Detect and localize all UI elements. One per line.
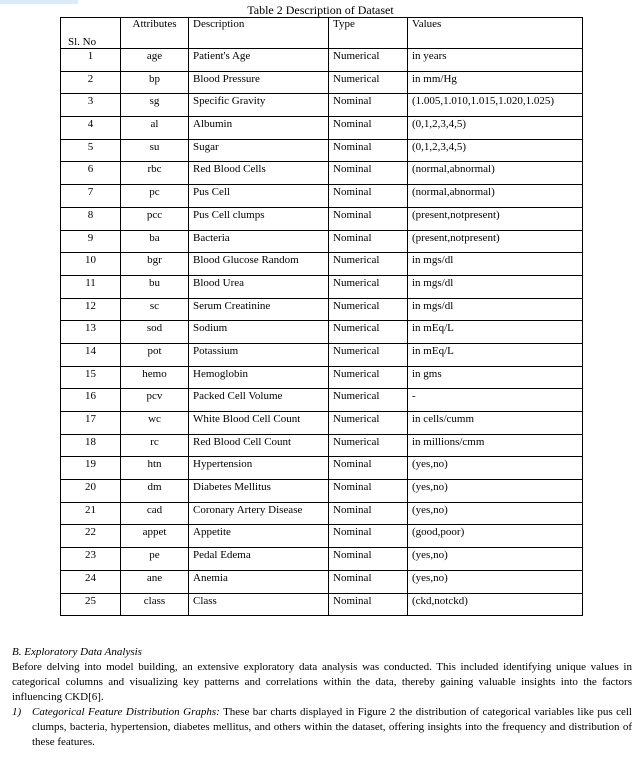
table-row: [61, 49, 583, 72]
cell-attribute: ba: [121, 230, 189, 253]
cell-sl-no: 17: [61, 412, 121, 435]
cell-sl-no: 4: [61, 117, 121, 140]
cell-sl-no: 9: [61, 230, 121, 253]
cell-attribute: cad: [121, 502, 189, 525]
table-row: [61, 548, 583, 571]
cell-description: Serum Creatinine: [189, 298, 329, 321]
cell-sl-no: 14: [61, 343, 121, 366]
cell-type: Numerical: [329, 343, 408, 366]
cell-type: Numerical: [329, 321, 408, 344]
cell-description: Diabetes Mellitus: [189, 480, 329, 503]
cell-attribute: hemo: [121, 366, 189, 389]
cell-attribute: sg: [121, 94, 189, 117]
cell-sl-no: 1: [61, 49, 121, 72]
cell-sl-no: 21: [61, 502, 121, 525]
section-heading: B. Exploratory Data Analysis: [12, 646, 142, 658]
cell-description: Red Blood Cells: [189, 162, 329, 185]
cell-type: Nominal: [329, 480, 408, 503]
cell-sl-no: 24: [61, 570, 121, 593]
cell-type: Numerical: [329, 434, 408, 457]
cell-sl-no: 18: [61, 434, 121, 457]
cell-sl-no: 7: [61, 185, 121, 208]
cell-sl-no: 22: [61, 525, 121, 548]
cell-attribute: rbc: [121, 162, 189, 185]
cell-type: Nominal: [329, 94, 408, 117]
header-type: Type: [329, 18, 408, 49]
cell-description: Class: [189, 593, 329, 616]
cell-attribute: class: [121, 593, 189, 616]
cell-values: in mEq/L: [408, 343, 583, 366]
cell-attribute: sod: [121, 321, 189, 344]
cell-sl-no: 8: [61, 207, 121, 230]
cell-attribute: pe: [121, 548, 189, 571]
cell-description: Anemia: [189, 570, 329, 593]
cell-attribute: bgr: [121, 253, 189, 276]
cell-sl-no: 19: [61, 457, 121, 480]
table-row: [61, 570, 583, 593]
cell-values: (0,1,2,3,4,5): [408, 117, 583, 140]
cell-values: (1.005,1.010,1.015,1.020,1.025): [408, 94, 583, 117]
list-item-text: These bar charts displayed in Figure 2 the distribution of categorical variables like pus cell clumps, bacteria, hypertension, diabetes mellitus, and others within the dataset, offering insights into the frequency and distribution of these features.: [32, 706, 632, 748]
cell-type: Nominal: [329, 139, 408, 162]
cell-description: Appetite: [189, 525, 329, 548]
table-row: [61, 230, 583, 253]
cell-type: Nominal: [329, 457, 408, 480]
cell-sl-no: 6: [61, 162, 121, 185]
cell-sl-no: 3: [61, 94, 121, 117]
cell-description: Blood Pressure: [189, 71, 329, 94]
cell-sl-no: 13: [61, 321, 121, 344]
cell-description: Bacteria: [189, 230, 329, 253]
cell-type: Nominal: [329, 162, 408, 185]
header-description: Description: [189, 18, 329, 49]
cell-description: Blood Glucose Random: [189, 253, 329, 276]
cell-values: in years: [408, 49, 583, 72]
cell-values: in mm/Hg: [408, 71, 583, 94]
cell-type: Numerical: [329, 412, 408, 435]
cell-type: Numerical: [329, 275, 408, 298]
cell-description: Albumin: [189, 117, 329, 140]
cell-description: Pus Cell clumps: [189, 207, 329, 230]
cell-type: Nominal: [329, 593, 408, 616]
cell-type: Nominal: [329, 230, 408, 253]
cell-type: Numerical: [329, 71, 408, 94]
cell-sl-no: 20: [61, 480, 121, 503]
cell-description: Potassium: [189, 343, 329, 366]
cell-type: Numerical: [329, 389, 408, 412]
cell-values: in mEq/L: [408, 321, 583, 344]
cell-sl-no: 12: [61, 298, 121, 321]
cell-values: in mgs/dl: [408, 275, 583, 298]
body-text: [12, 645, 632, 750]
table-row: [61, 71, 583, 94]
table-row: [61, 593, 583, 616]
cell-description: Pus Cell: [189, 185, 329, 208]
table-row: [61, 343, 583, 366]
cell-attribute: age: [121, 49, 189, 72]
cell-attribute: dm: [121, 480, 189, 503]
cell-type: Nominal: [329, 525, 408, 548]
cell-type: Nominal: [329, 117, 408, 140]
cell-sl-no: 15: [61, 366, 121, 389]
table-row: [61, 275, 583, 298]
cell-attribute: sc: [121, 298, 189, 321]
list-item-label: Categorical Feature Distribution Graphs:: [32, 706, 220, 718]
header-sl-no: Sl. No: [61, 18, 121, 49]
cell-type: Nominal: [329, 548, 408, 571]
cell-sl-no: 23: [61, 548, 121, 571]
cell-attribute: bp: [121, 71, 189, 94]
cell-description: White Blood Cell Count: [189, 412, 329, 435]
cell-type: Nominal: [329, 185, 408, 208]
cell-values: in mgs/dl: [408, 253, 583, 276]
table-row: [61, 480, 583, 503]
cell-type: Numerical: [329, 298, 408, 321]
cell-attribute: wc: [121, 412, 189, 435]
cell-attribute: pc: [121, 185, 189, 208]
cell-type: Nominal: [329, 207, 408, 230]
cell-values: (ckd,notckd): [408, 593, 583, 616]
cell-attribute: pot: [121, 343, 189, 366]
cell-values: (good,poor): [408, 525, 583, 548]
cell-attribute: pcv: [121, 389, 189, 412]
cell-values: in millions/cmm: [408, 434, 583, 457]
cell-values: (present,notpresent): [408, 230, 583, 253]
cell-sl-no: 11: [61, 275, 121, 298]
table-row: [61, 321, 583, 344]
cell-attribute: bu: [121, 275, 189, 298]
cell-values: (yes,no): [408, 502, 583, 525]
table-row: [61, 389, 583, 412]
cell-values: in cells/cumm: [408, 412, 583, 435]
list-item: [12, 705, 632, 750]
cell-values: (yes,no): [408, 457, 583, 480]
table-header-row: [61, 18, 583, 49]
table-row: [61, 366, 583, 389]
cell-attribute: htn: [121, 457, 189, 480]
cell-type: Numerical: [329, 253, 408, 276]
cell-sl-no: 16: [61, 389, 121, 412]
table-row: [61, 139, 583, 162]
cell-description: Sugar: [189, 139, 329, 162]
table-row: [61, 434, 583, 457]
cell-values: in gms: [408, 366, 583, 389]
cell-attribute: al: [121, 117, 189, 140]
cell-values: (0,1,2,3,4,5): [408, 139, 583, 162]
table-row: [61, 162, 583, 185]
cell-values: (yes,no): [408, 480, 583, 503]
table-row: [61, 457, 583, 480]
cell-values: (yes,no): [408, 570, 583, 593]
cell-description: Specific Gravity: [189, 94, 329, 117]
cell-attribute: su: [121, 139, 189, 162]
table-row: [61, 253, 583, 276]
cell-type: Nominal: [329, 502, 408, 525]
cell-description: Hypertension: [189, 457, 329, 480]
list-item-number: 1): [12, 706, 22, 718]
cell-type: Nominal: [329, 570, 408, 593]
table-row: [61, 525, 583, 548]
cell-attribute: rc: [121, 434, 189, 457]
cell-values: -: [408, 389, 583, 412]
table-row: [61, 185, 583, 208]
table-row: [61, 207, 583, 230]
cell-attribute: pcc: [121, 207, 189, 230]
cell-values: in mgs/dl: [408, 298, 583, 321]
cell-description: Blood Urea: [189, 275, 329, 298]
dataset-description-table: [60, 17, 583, 616]
cell-description: Packed Cell Volume: [189, 389, 329, 412]
cell-sl-no: 5: [61, 139, 121, 162]
table-row: [61, 117, 583, 140]
cell-description: Hemoglobin: [189, 366, 329, 389]
cell-attribute: appet: [121, 525, 189, 548]
cell-attribute: ane: [121, 570, 189, 593]
header-values: Values: [408, 18, 583, 49]
cell-values: (present,notpresent): [408, 207, 583, 230]
table-row: [61, 412, 583, 435]
cell-type: Numerical: [329, 366, 408, 389]
table-caption: Table 2 Description of Dataset: [247, 3, 394, 17]
table-row: [61, 298, 583, 321]
cell-type: Numerical: [329, 49, 408, 72]
table-row: [61, 94, 583, 117]
section-paragraph: Before delving into model building, an extensive exploratory data analysis was conducted. This included identifying unique values in categorical columns and visualizing key patterns and correlations within the data, thereby gaining valuable insights into the factors influencing CKD[6].: [12, 661, 632, 703]
cell-values: (normal,abnormal): [408, 185, 583, 208]
cell-values: (yes,no): [408, 548, 583, 571]
cell-description: Coronary Artery Disease: [189, 502, 329, 525]
cell-description: Patient's Age: [189, 49, 329, 72]
cell-sl-no: 25: [61, 593, 121, 616]
table-row: [61, 502, 583, 525]
cell-values: (normal,abnormal): [408, 162, 583, 185]
cell-description: Red Blood Cell Count: [189, 434, 329, 457]
cell-description: Pedal Edema: [189, 548, 329, 571]
cell-sl-no: 2: [61, 71, 121, 94]
cell-description: Sodium: [189, 321, 329, 344]
cell-sl-no: 10: [61, 253, 121, 276]
header-attributes: Attributes: [121, 18, 189, 49]
